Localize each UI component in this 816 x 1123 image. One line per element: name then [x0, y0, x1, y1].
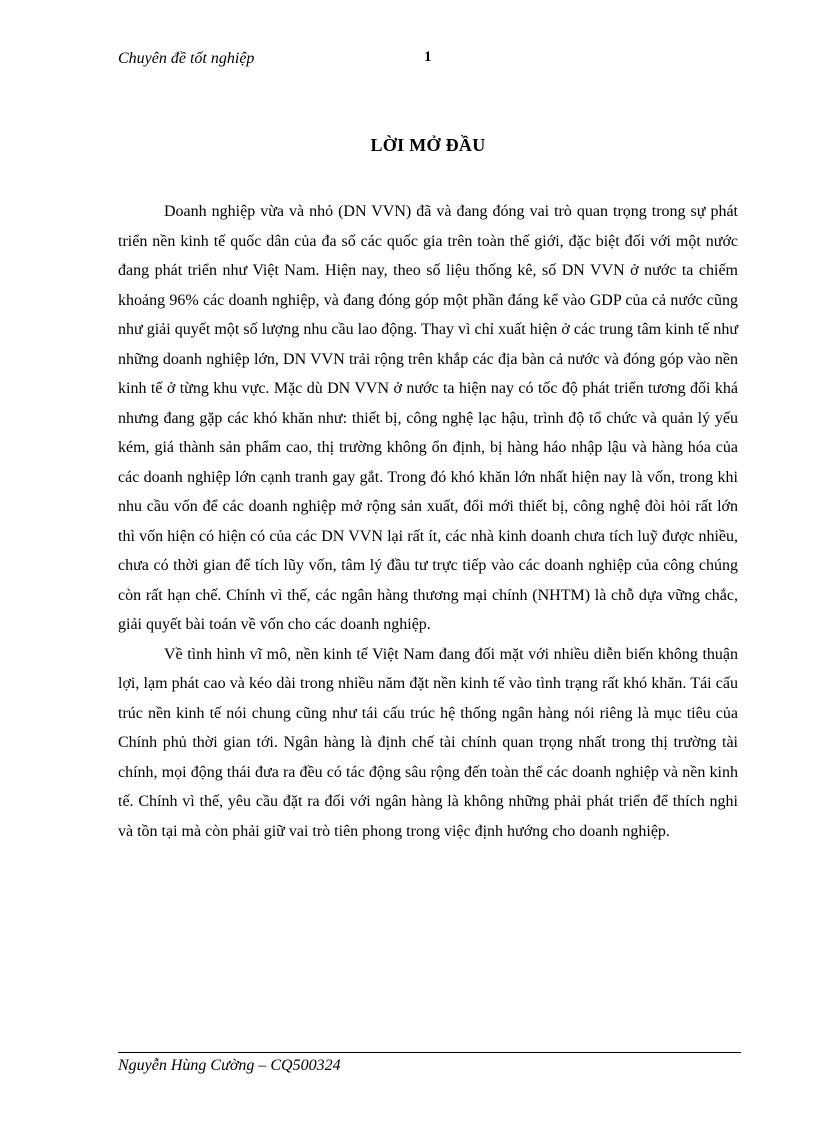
paragraph-2: Về tình hình vĩ mô, nền kinh tế Việt Nam đang đối mặt với nhiều diễn biến không thuận lợi, lạm phát cao và kéo dài trong nhiều năm đặt nền kinh tế vào tình trạng rất khó khăn. Tái cấu trúc nền kinh tế nói chung cũng như tái cấu trúc hệ thống ngân hàng nói riêng là mục tiêu của Chính phủ thời gian tới. Ngân hàng là định chế tài chính quan trọng nhất trong thị trường tài chính, mọi động thái đưa ra đều có tác động sâu rộng đến toàn thể các doanh nghiệp và nền kinh tế. Chính vì thế, yêu cầu đặt ra đối với ngân hàng là không những phải phát triển để thích nghi và tồn tại mà còn phải giữ vai trò tiên phong trong việc định hướng cho doanh nghiệp. [118, 645, 738, 840]
document-body [118, 197, 738, 846]
header-document-type: Chuyên đề tốt nghiệp [118, 50, 255, 67]
page-number: 1 [424, 49, 432, 65]
page-header [118, 47, 738, 71]
footer-author: Nguyễn Hùng Cường – CQ500324 [118, 1057, 341, 1074]
document-title: LỜI MỞ ĐẦU [370, 135, 486, 155]
paragraph-1: Doanh nghiệp vừa và nhỏ (DN VVN) đã và đang đóng vai trò quan trọng trong sự phát triển nền kinh tế quốc dân của đa số các quốc gia trên toàn thế giới, đặc biệt đối với một nước đang phát triển như Việt Nam. Hiện nay, theo số liệu thống kê, số DN VVN ở nước ta chiếm khoảng 96% các doanh nghiệp, và đang đóng góp một phần đáng kể vào GDP của cả nước cũng như giải quyết một số lượng nhu cầu lao động. Thay vì chỉ xuất hiện ở các trung tâm kinh tế như những doanh nghiệp lớn, DN VVN trải rộng trên khắp các địa bàn cả nước và đóng góp vào nền kinh tế ở từng khu vực. Mặc dù DN VVN ở nước ta hiện nay có tốc độ phát triển tương đối khá nhưng đang gặp các khó khăn như: thiết bị, công nghệ lạc hậu, trình độ tổ chức và quản lý yếu kém, giá thành sản phẩm cao, thị trường không ổn định, bị hàng háo nhập lậu và hàng hóa của các doanh nghiệp lớn cạnh tranh gay gắt. Trong đó khó khăn lớn nhất hiện nay là vốn, trong khi nhu cầu vốn để các doanh nghiệp mở rộng sản xuất, đổi mới thiết bị, công nghệ đòi hỏi rất lớn thì vốn hiện có hiện có của các DN VVN lại rất ít, các nhà kinh doanh chưa tích luỹ được nhiều, chưa có thời gian để tích lũy vốn, tâm lý đầu tư trực tiếp vào các doanh nghiệp của công chúng còn rất hạn chế. Chính vì thế, các ngân hàng thương mại chính (NHTM) là chỗ dựa vững chắc, giải quyết bài toán về vốn cho các doanh nghiệp. [118, 203, 738, 633]
footer-divider [118, 1052, 741, 1053]
